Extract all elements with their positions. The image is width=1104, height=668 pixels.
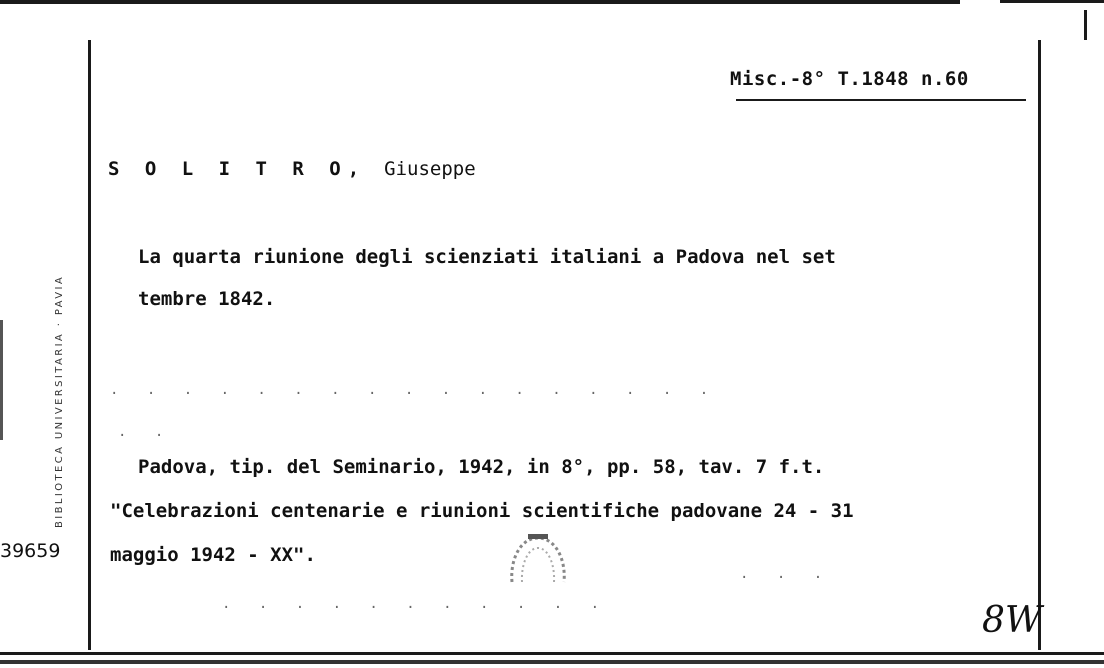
imprint-line-1: Padova, tip. del Seminario, 1942, in 8°, pp. 58, tav. 7 f.t. bbox=[138, 456, 825, 478]
speck-row: · · · · · · · · · · · · · · · · · bbox=[110, 386, 719, 402]
speck-row: · · · · · · · · · · · bbox=[222, 600, 610, 616]
title-line-1: La quarta riunione degli scienziati italiani a Padova nel set bbox=[138, 246, 836, 268]
left-edge-mark bbox=[0, 320, 3, 440]
speck-row: · · bbox=[118, 428, 174, 444]
right-margin-rule bbox=[1038, 40, 1041, 650]
library-stamp: BIBLIOTECA UNIVERSITARIA · PAVIA bbox=[54, 274, 65, 528]
author-surname: S O L I T R O, bbox=[108, 158, 367, 180]
seal-stamp-icon bbox=[506, 532, 570, 588]
imprint-line-2: "Celebrazioni centenarie e riunioni scientifiche padovane 24 - 31 bbox=[110, 500, 854, 522]
handwritten-initials: 8W bbox=[982, 600, 1042, 641]
speck-row: · · · bbox=[740, 570, 833, 586]
bottom-edge bbox=[0, 652, 1104, 655]
inventory-number: 39659 bbox=[0, 540, 61, 562]
title-line-2: tembre 1842. bbox=[138, 288, 276, 310]
shelfmark-underline bbox=[736, 99, 1026, 101]
imprint-line-3: maggio 1942 - XX". bbox=[110, 544, 316, 566]
author-first-name: Giuseppe bbox=[384, 158, 476, 180]
author-heading bbox=[108, 158, 476, 180]
corner-mark bbox=[1084, 10, 1087, 40]
top-edge bbox=[0, 0, 960, 4]
left-margin-rule bbox=[88, 40, 91, 650]
top-edge-right bbox=[1000, 0, 1104, 3]
shelfmark: Misc.-8° T.1848 n.60 bbox=[730, 68, 969, 90]
bottom-edge-shadow bbox=[0, 660, 1104, 664]
